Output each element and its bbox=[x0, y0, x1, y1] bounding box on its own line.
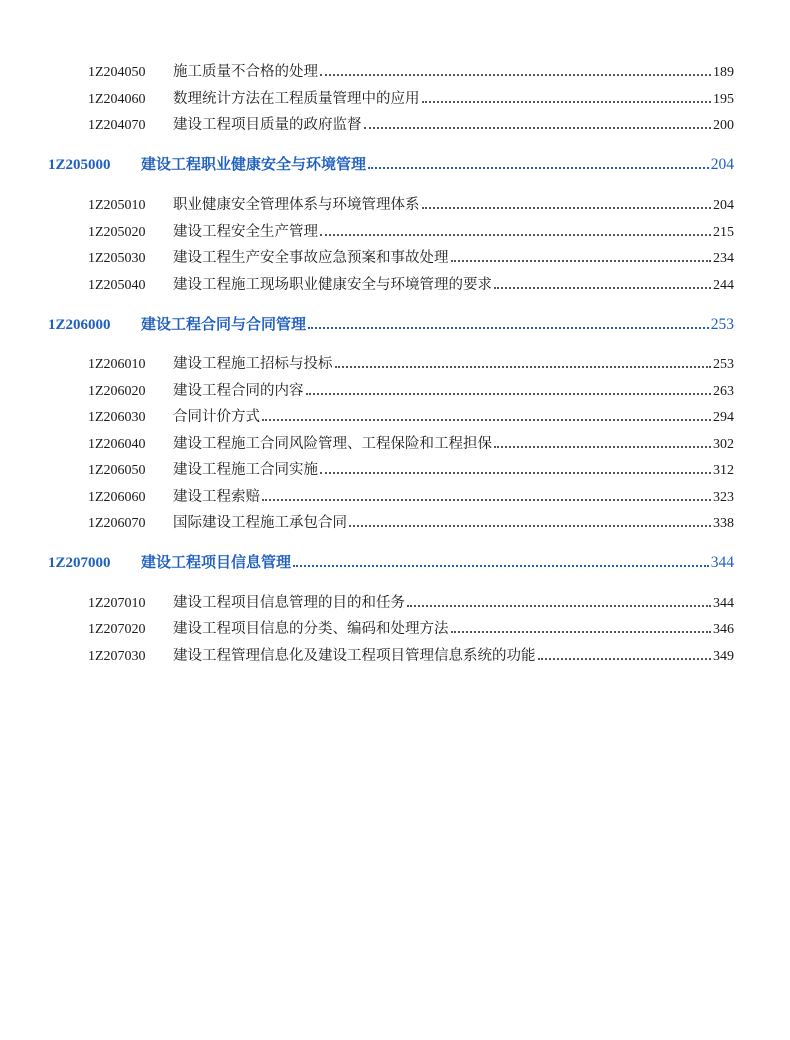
toc-entry-code: 1Z206000 bbox=[48, 317, 111, 333]
toc-entry-page-number: 338 bbox=[713, 516, 734, 531]
dot-leader bbox=[320, 234, 711, 236]
toc-entry-code: 1Z207020 bbox=[88, 622, 146, 637]
toc-entry-title: 数理统计方法在工程质量管理中的应用 bbox=[173, 91, 420, 107]
toc-entry-code: 1Z206020 bbox=[88, 384, 146, 399]
toc-entry-page-number: 312 bbox=[713, 463, 734, 478]
toc-entry-title: 合同计价方式 bbox=[173, 409, 260, 425]
toc-entry-code: 1Z204070 bbox=[88, 118, 146, 133]
toc-entry[interactable] bbox=[0, 400, 790, 426]
dot-leader bbox=[306, 393, 712, 395]
toc-entry-code: 1Z205040 bbox=[88, 278, 146, 293]
toc-entry[interactable] bbox=[0, 188, 790, 214]
toc-entry-title: 施工质量不合格的处理 bbox=[173, 64, 318, 80]
toc-entry-title: 建设工程索赔 bbox=[173, 489, 260, 505]
toc-entry-page-number: 344 bbox=[713, 596, 734, 611]
toc-entry-page-number: 234 bbox=[713, 251, 734, 266]
toc-entry-page-number: 204 bbox=[713, 198, 734, 213]
toc-entry-code: 1Z204050 bbox=[88, 65, 146, 80]
toc-entry-page-number: 294 bbox=[713, 410, 734, 425]
dot-leader bbox=[451, 260, 712, 262]
toc-entry-code: 1Z205010 bbox=[88, 198, 146, 213]
dot-leader bbox=[349, 525, 711, 527]
toc-entry[interactable] bbox=[0, 82, 790, 108]
toc-entry[interactable] bbox=[0, 480, 790, 506]
toc-entry-title: 建设工程施工现场职业健康安全与环境管理的要求 bbox=[173, 277, 492, 293]
toc-section-heading[interactable] bbox=[0, 308, 790, 334]
toc-entry[interactable] bbox=[0, 506, 790, 532]
dot-leader bbox=[320, 74, 711, 76]
toc-entry-title: 建设工程管理信息化及建设工程项目管理信息系统的功能 bbox=[173, 648, 536, 664]
toc-entry-page-number: 346 bbox=[713, 622, 734, 637]
toc-entry-page-number: 215 bbox=[713, 225, 734, 240]
toc-entry-code: 1Z207010 bbox=[88, 596, 146, 611]
dot-leader bbox=[293, 565, 709, 567]
toc-entry-code: 1Z205000 bbox=[48, 157, 111, 173]
toc-entry-title: 建设工程项目信息的分类、编码和处理方法 bbox=[173, 621, 449, 637]
toc-entry-title: 职业健康安全管理体系与环境管理体系 bbox=[173, 197, 420, 213]
toc-entry-title: 国际建设工程施工承包合同 bbox=[173, 515, 347, 531]
toc-entry[interactable] bbox=[0, 374, 790, 400]
toc-entry-title: 建设工程项目质量的政府监督 bbox=[173, 117, 362, 133]
toc-entry-title: 建设工程合同与合同管理 bbox=[141, 315, 307, 333]
dot-leader bbox=[538, 658, 712, 660]
toc-entry-code: 1Z207030 bbox=[88, 649, 146, 664]
dot-leader bbox=[364, 127, 712, 129]
toc-entry[interactable] bbox=[0, 347, 790, 373]
dot-leader bbox=[262, 419, 711, 421]
toc-entry-page-number: 344 bbox=[710, 554, 734, 571]
dot-leader bbox=[320, 472, 711, 474]
toc-entry-title: 建设工程施工合同实施 bbox=[173, 462, 318, 478]
toc-entry-title: 建设工程合同的内容 bbox=[173, 383, 304, 399]
dot-leader bbox=[422, 101, 712, 103]
toc-entry-title: 建设工程施工招标与投标 bbox=[173, 356, 333, 372]
toc-entry-title: 建设工程施工合同风险管理、工程保险和工程担保 bbox=[173, 436, 492, 452]
toc-entry-code: 1Z205020 bbox=[88, 225, 146, 240]
dot-leader bbox=[262, 499, 711, 501]
toc-entry[interactable] bbox=[0, 55, 790, 81]
toc-entry-code: 1Z205030 bbox=[88, 251, 146, 266]
toc-entry-code: 1Z206040 bbox=[88, 437, 146, 452]
dot-leader bbox=[494, 446, 711, 448]
toc-entry-code: 1Z206060 bbox=[88, 490, 146, 505]
toc-section-heading[interactable] bbox=[0, 148, 790, 174]
toc-entry-title: 建设工程项目信息管理的目的和任务 bbox=[173, 595, 405, 611]
dot-leader bbox=[368, 167, 709, 169]
toc-entry-page-number: 263 bbox=[713, 384, 734, 399]
toc-entry[interactable] bbox=[0, 639, 790, 665]
toc-entry-page-number: 195 bbox=[713, 92, 734, 107]
dot-leader bbox=[308, 327, 709, 329]
toc-entry[interactable] bbox=[0, 241, 790, 267]
toc-entry[interactable] bbox=[0, 108, 790, 134]
toc-entry-page-number: 349 bbox=[713, 649, 734, 664]
dot-leader bbox=[451, 631, 712, 633]
toc-entry[interactable] bbox=[0, 427, 790, 453]
toc-entry-page-number: 302 bbox=[713, 437, 734, 452]
toc-entry[interactable] bbox=[0, 215, 790, 241]
toc-entry-title: 建设工程项目信息管理 bbox=[141, 553, 292, 571]
toc-entry-page-number: 323 bbox=[713, 490, 734, 505]
dot-leader bbox=[335, 366, 712, 368]
toc-entry[interactable] bbox=[0, 268, 790, 294]
dot-leader bbox=[407, 605, 711, 607]
toc-entry-code: 1Z206030 bbox=[88, 410, 146, 425]
toc-entry-code: 1Z206010 bbox=[88, 357, 146, 372]
toc-entry-title: 建设工程安全生产管理 bbox=[173, 224, 318, 240]
toc-entry-page-number: 244 bbox=[713, 278, 734, 293]
toc-entry-page-number: 204 bbox=[710, 156, 734, 173]
toc-entry-title: 建设工程生产安全事故应急预案和事故处理 bbox=[173, 250, 449, 266]
toc-entry-code: 1Z204060 bbox=[88, 92, 146, 107]
dot-leader bbox=[494, 287, 711, 289]
toc-entry-title: 建设工程职业健康安全与环境管理 bbox=[141, 155, 367, 173]
toc-entry-page-number: 200 bbox=[713, 118, 734, 133]
toc-entry[interactable] bbox=[0, 586, 790, 612]
toc-entry-code: 1Z206050 bbox=[88, 463, 146, 478]
toc-entry[interactable] bbox=[0, 612, 790, 638]
toc-entry[interactable] bbox=[0, 453, 790, 479]
toc-section-heading[interactable] bbox=[0, 546, 790, 572]
toc-entry-page-number: 253 bbox=[710, 316, 734, 333]
toc-entry-page-number: 189 bbox=[713, 65, 734, 80]
toc-entry-code: 1Z206070 bbox=[88, 516, 146, 531]
toc-entry-page-number: 253 bbox=[713, 357, 734, 372]
toc-entry-code: 1Z207000 bbox=[48, 555, 111, 571]
dot-leader bbox=[422, 207, 712, 209]
